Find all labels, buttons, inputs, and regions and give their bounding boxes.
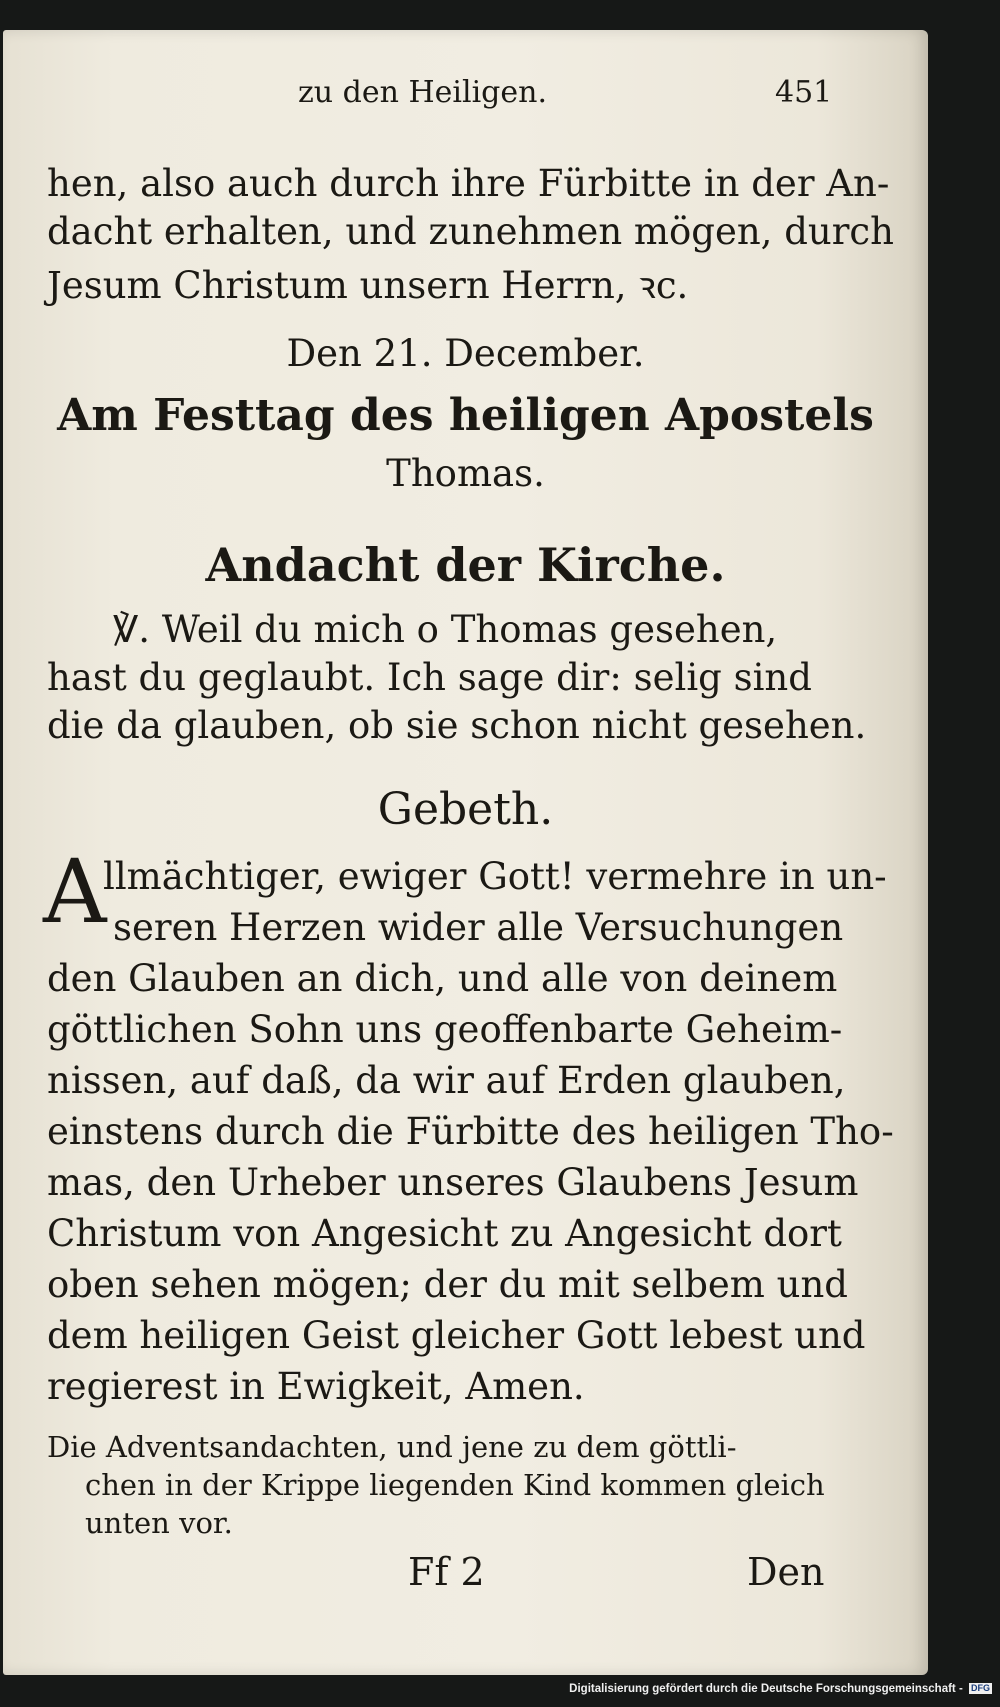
prayer-line-9: oben sehen mögen; der du mit selbem und	[47, 1263, 848, 1306]
feast-title: Am Festtag des heiligen Apostels	[57, 390, 874, 441]
prayer-heading: Gebeth.	[377, 784, 554, 835]
prayer-line-7: mas, den Urheber unseres Glaubens Jesum	[47, 1161, 859, 1204]
versicle-line-3: die da glauben, ob sie schon nicht gesehen.	[47, 704, 867, 747]
versicle-line-1: ℣. Weil du mich o Thomas gesehen,	[113, 608, 778, 651]
page-number: 451	[775, 75, 833, 110]
note-line-3: unten vor.	[85, 1506, 233, 1540]
book-page	[3, 30, 928, 1675]
continuation-line-2: dacht erhalten, und zunehmen mögen, durch	[47, 210, 894, 253]
signature-mark: Ff 2	[408, 1550, 485, 1594]
initial-capital: A	[43, 840, 107, 943]
dfg-logo: DFG	[971, 1683, 990, 1693]
note-line-2: chen in der Krippe liegenden Kind kommen gleich	[85, 1468, 825, 1502]
catchword: Den	[747, 1550, 825, 1594]
prayer-line-2: seren Herzen wider alle Versuchungen	[113, 906, 844, 949]
section-heading: Andacht der Kirche.	[205, 538, 726, 592]
feast-subtitle: Thomas.	[386, 452, 545, 495]
feast-date: Den 21. December.	[286, 332, 645, 375]
versicle-line-2: hast du geglaubt. Ich sage dir: selig sind	[47, 656, 812, 699]
prayer-line-10: dem heiligen Geist gleicher Gott lebest und	[47, 1314, 866, 1357]
note-line-1: Die Adventsandachten, und jene zu dem göttli-	[47, 1430, 737, 1464]
credit-text: Digitalisierung gefördert durch die Deutsche Forschungsgemeinschaft -	[569, 1683, 963, 1695]
prayer-line-4: göttlichen Sohn uns geoffenbarte Geheim-	[47, 1008, 843, 1051]
continuation-line-3: Jesum Christum unsern Herrn, ꝛc.	[47, 264, 689, 307]
page-header	[3, 75, 928, 125]
continuation-line-1: hen, also auch durch ihre Fürbitte in der An-	[47, 162, 890, 205]
prayer-line-6: einstens durch die Fürbitte des heiligen Tho-	[47, 1110, 894, 1153]
running-head: zu den Heiligen.	[298, 75, 547, 110]
prayer-line-8: Christum von Angesicht zu Angesicht dort	[47, 1212, 842, 1255]
prayer-line-3: den Glauben an dich, und alle von deinem	[47, 957, 838, 1000]
digitization-credit	[569, 1683, 992, 1695]
prayer-line-11: regierest in Ewigkeit, Amen.	[47, 1365, 585, 1408]
prayer-line-1: llmächtiger, ewiger Gott! vermehre in un-	[103, 855, 887, 898]
prayer-line-5: nissen, auf daß, da wir auf Erden glauben,	[47, 1059, 846, 1102]
